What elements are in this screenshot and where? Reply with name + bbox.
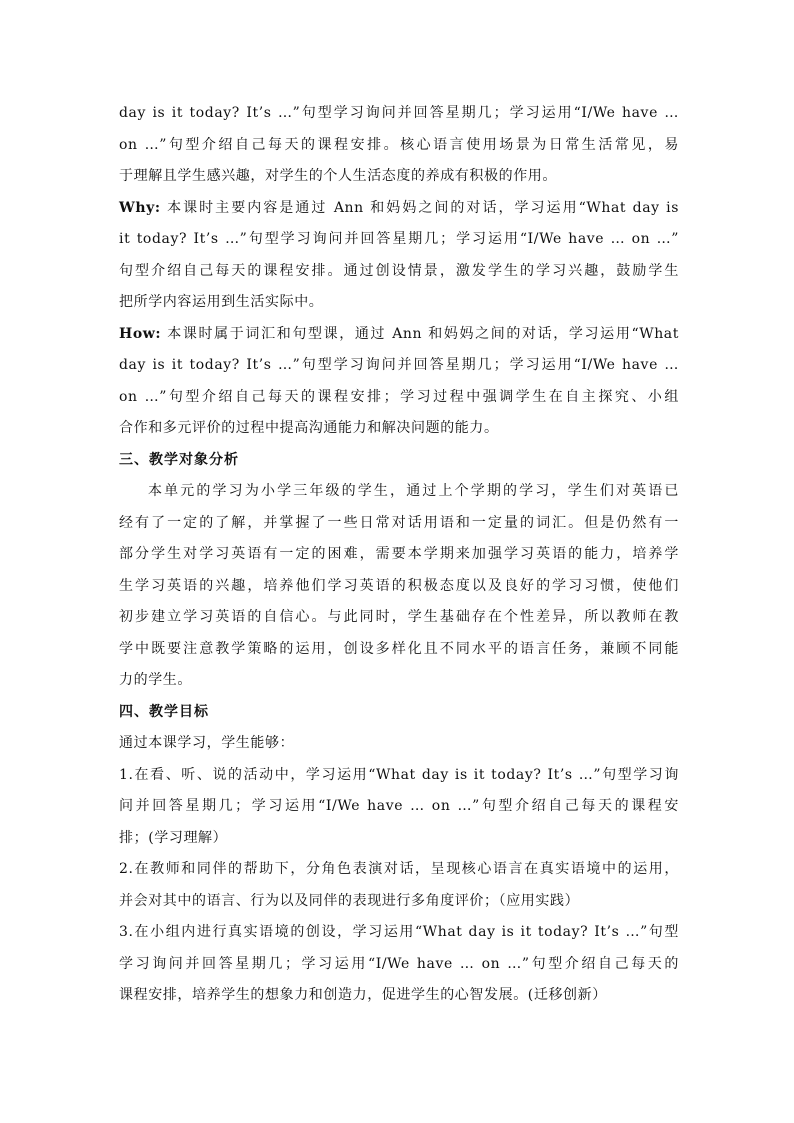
paragraph-line (119, 949, 679, 981)
line-text: 本课时属于词汇和句型课，通过 Ann 和妈妈之间的对话，学习运用“What (161, 325, 679, 342)
paragraph-line (119, 791, 679, 823)
line-text: 学中既要注意教学策略的运用，创设多样化且不同水平的语言任务，兼顾不同能 (119, 640, 679, 657)
section-heading: 三、教学对象分析 (119, 451, 239, 468)
section-heading: 四、教学目标 (119, 703, 209, 720)
paragraph-line (119, 665, 679, 697)
paragraph-line (119, 476, 679, 508)
line-text: 经有了一定的了解，并掌握了一些日常对话用语和一定量的词汇。但是仍然有一 (119, 514, 679, 531)
line-text: 本课时主要内容是通过 Ann 和妈妈之间的对话，学习运用“What day is (160, 199, 679, 216)
line-text: day is it today? It’s …”句型学习询问并回答星期几；学习运用“I/We have … (119, 357, 679, 373)
line-text: 把所学内容运用到生活实际中。 (119, 294, 324, 310)
paragraph-line (119, 130, 679, 162)
paragraph-line (119, 161, 679, 193)
paragraph-line (119, 539, 679, 571)
paragraph-line (119, 602, 679, 634)
line-text: 本单元的学习为小学三年级的学生，通过上个学期的学习，学生们对英语已 (148, 483, 679, 499)
paragraph-line (119, 382, 679, 414)
paragraph-line (119, 571, 679, 603)
line-text: day is it today? It’s …”句型学习询问并回答星期几；学习运用“I/We have … (119, 105, 679, 121)
line-text: 排；(学习理解） (119, 829, 228, 846)
line-text: 3.在小组内进行真实语境的创设，学习运用“What day is it today? It’s …”句型 (119, 924, 679, 940)
paragraph-line (119, 413, 679, 445)
line-text: it today? It’s …”句型学习询问并回答星期几；学习运用“I/We have … on …” (119, 231, 679, 247)
paragraph-line (119, 917, 679, 949)
line-text: 生学习英语的兴趣，培养他们学习英语的积极态度以及良好的学习习惯，使他们 (119, 577, 679, 594)
section-label: How: (119, 325, 162, 342)
paragraph-line (119, 634, 679, 666)
paragraph-line (119, 760, 679, 792)
line-text: 合作和多元评价的过程中提高沟通能力和解决问题的能力。 (119, 420, 499, 436)
line-text: 并会对其中的语言、行为以及同伴的表现进行多角度评价；（应用实践） (119, 892, 580, 909)
line-text: 初步建立学习英语的自信心。与此同时，学生基础存在个性差异，所以教师在教 (119, 609, 679, 625)
line-text: 学习询问并回答星期几；学习运用“I/We have … on …”句型介绍自己每天的 (119, 955, 679, 972)
paragraph-line (119, 823, 679, 855)
paragraph-line (119, 287, 679, 319)
line-text: 力的学生。 (119, 672, 192, 688)
paragraph-line (119, 350, 679, 382)
paragraph-line (119, 980, 679, 1012)
section-label: Why: (119, 199, 161, 216)
line-text: 部分学生对学习英语有一定的困难，需要本学期来加强学习英语的能力，培养学 (119, 546, 679, 562)
paragraph-line (119, 854, 679, 886)
line-text: 通过本课学习，学生能够： (119, 735, 295, 751)
labeled-paragraph-line (119, 193, 679, 225)
paragraph-line (119, 508, 679, 540)
paragraph-line (119, 728, 679, 760)
labeled-paragraph-line (119, 319, 679, 351)
paragraph-line (119, 256, 679, 288)
paragraph-line (119, 98, 679, 130)
line-text: on …”句型介绍自己每天的课程安排。核心语言使用场景为日常生活常见，易 (119, 136, 679, 153)
paragraph-line (119, 886, 679, 918)
line-text: 1.在看、听、说的活动中，学习运用“What day is it today? It’s …”句型学习询 (119, 766, 679, 783)
line-text: 句型介绍自己每天的课程安排。通过创设情景，激发学生的学习兴趣，鼓励学生 (119, 262, 679, 279)
line-text: 2.在教师和同伴的帮助下，分角色表演对话，呈现核心语言在真实语境中的运用， (119, 861, 679, 877)
line-text: 于理解且学生感兴趣，对学生的个人生活态度的养成有积极的作用。 (119, 168, 557, 184)
document-body (119, 98, 679, 1012)
line-text: 课程安排，培养学生的想象力和创造力，促进学生的心智发展。(迁移创新） (119, 987, 607, 1003)
line-text: 问并回答星期几；学习运用“I/We have … on …”句型介绍自己每天的课程安 (119, 798, 679, 814)
line-text: on …”句型介绍自己每天的课程安排；学习过程中强调学生在自主探究、小组 (119, 388, 679, 405)
paragraph-line (119, 224, 679, 256)
